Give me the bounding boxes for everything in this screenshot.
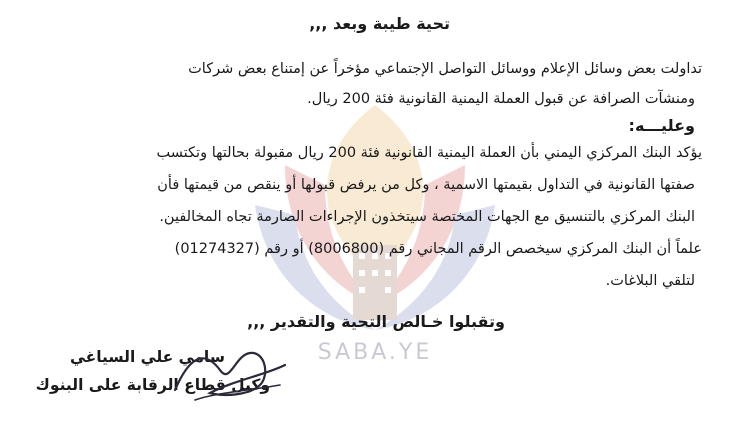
paragraph-3-line-1: علماً أن البنك المركزي سيخصص الرقم المجاني رقم (8006800) أو رقم (01274327) <box>174 241 702 257</box>
paragraph-1-line-2: ومنشآت الصرافة عن قبول العملة اليمنية القانونية فئة 200 ريال. <box>307 91 695 107</box>
handwritten-signature <box>165 335 295 415</box>
paragraph-1-line-1: تداولت بعض وسائل الإعلام ووسائل التواصل الإجتماعي مؤخراً عن إمتناع بعض شركات <box>188 61 702 77</box>
paragraph-2-line-3: البنك المركزي بالتنسيق مع الجهات المختصة سيتخذون الإجراءات الصارمة تجاه المخالفين. <box>159 209 695 225</box>
signatory-title: وكيل قطاع الرقابة على البنوك <box>35 376 270 394</box>
signatory-name: سامي علي السياغي <box>69 348 225 366</box>
greeting: تحية طيبة وبعد ,,, <box>309 14 450 33</box>
therefore-heading: وعليـــه: <box>628 116 695 135</box>
closing-salutation: وتقبلوا خـالص التحية والتقدير ,,, <box>247 312 505 331</box>
paragraph-2-line-1: يؤكد البنك المركزي اليمني بأن العملة اليمنية القانونية فئة 200 ريال مقبولة بحالتها وتكتسب <box>156 145 702 161</box>
watermark-text: SABA.YE <box>317 340 433 365</box>
paragraph-2-line-2: صفتها القانونية في التداول بقيمتها الاسمية ، وكل من يرفض قبولها أو ينقص من قيمتها فأن <box>157 177 695 193</box>
paragraph-3-line-2: لتلقي البلاغات. <box>605 273 695 289</box>
